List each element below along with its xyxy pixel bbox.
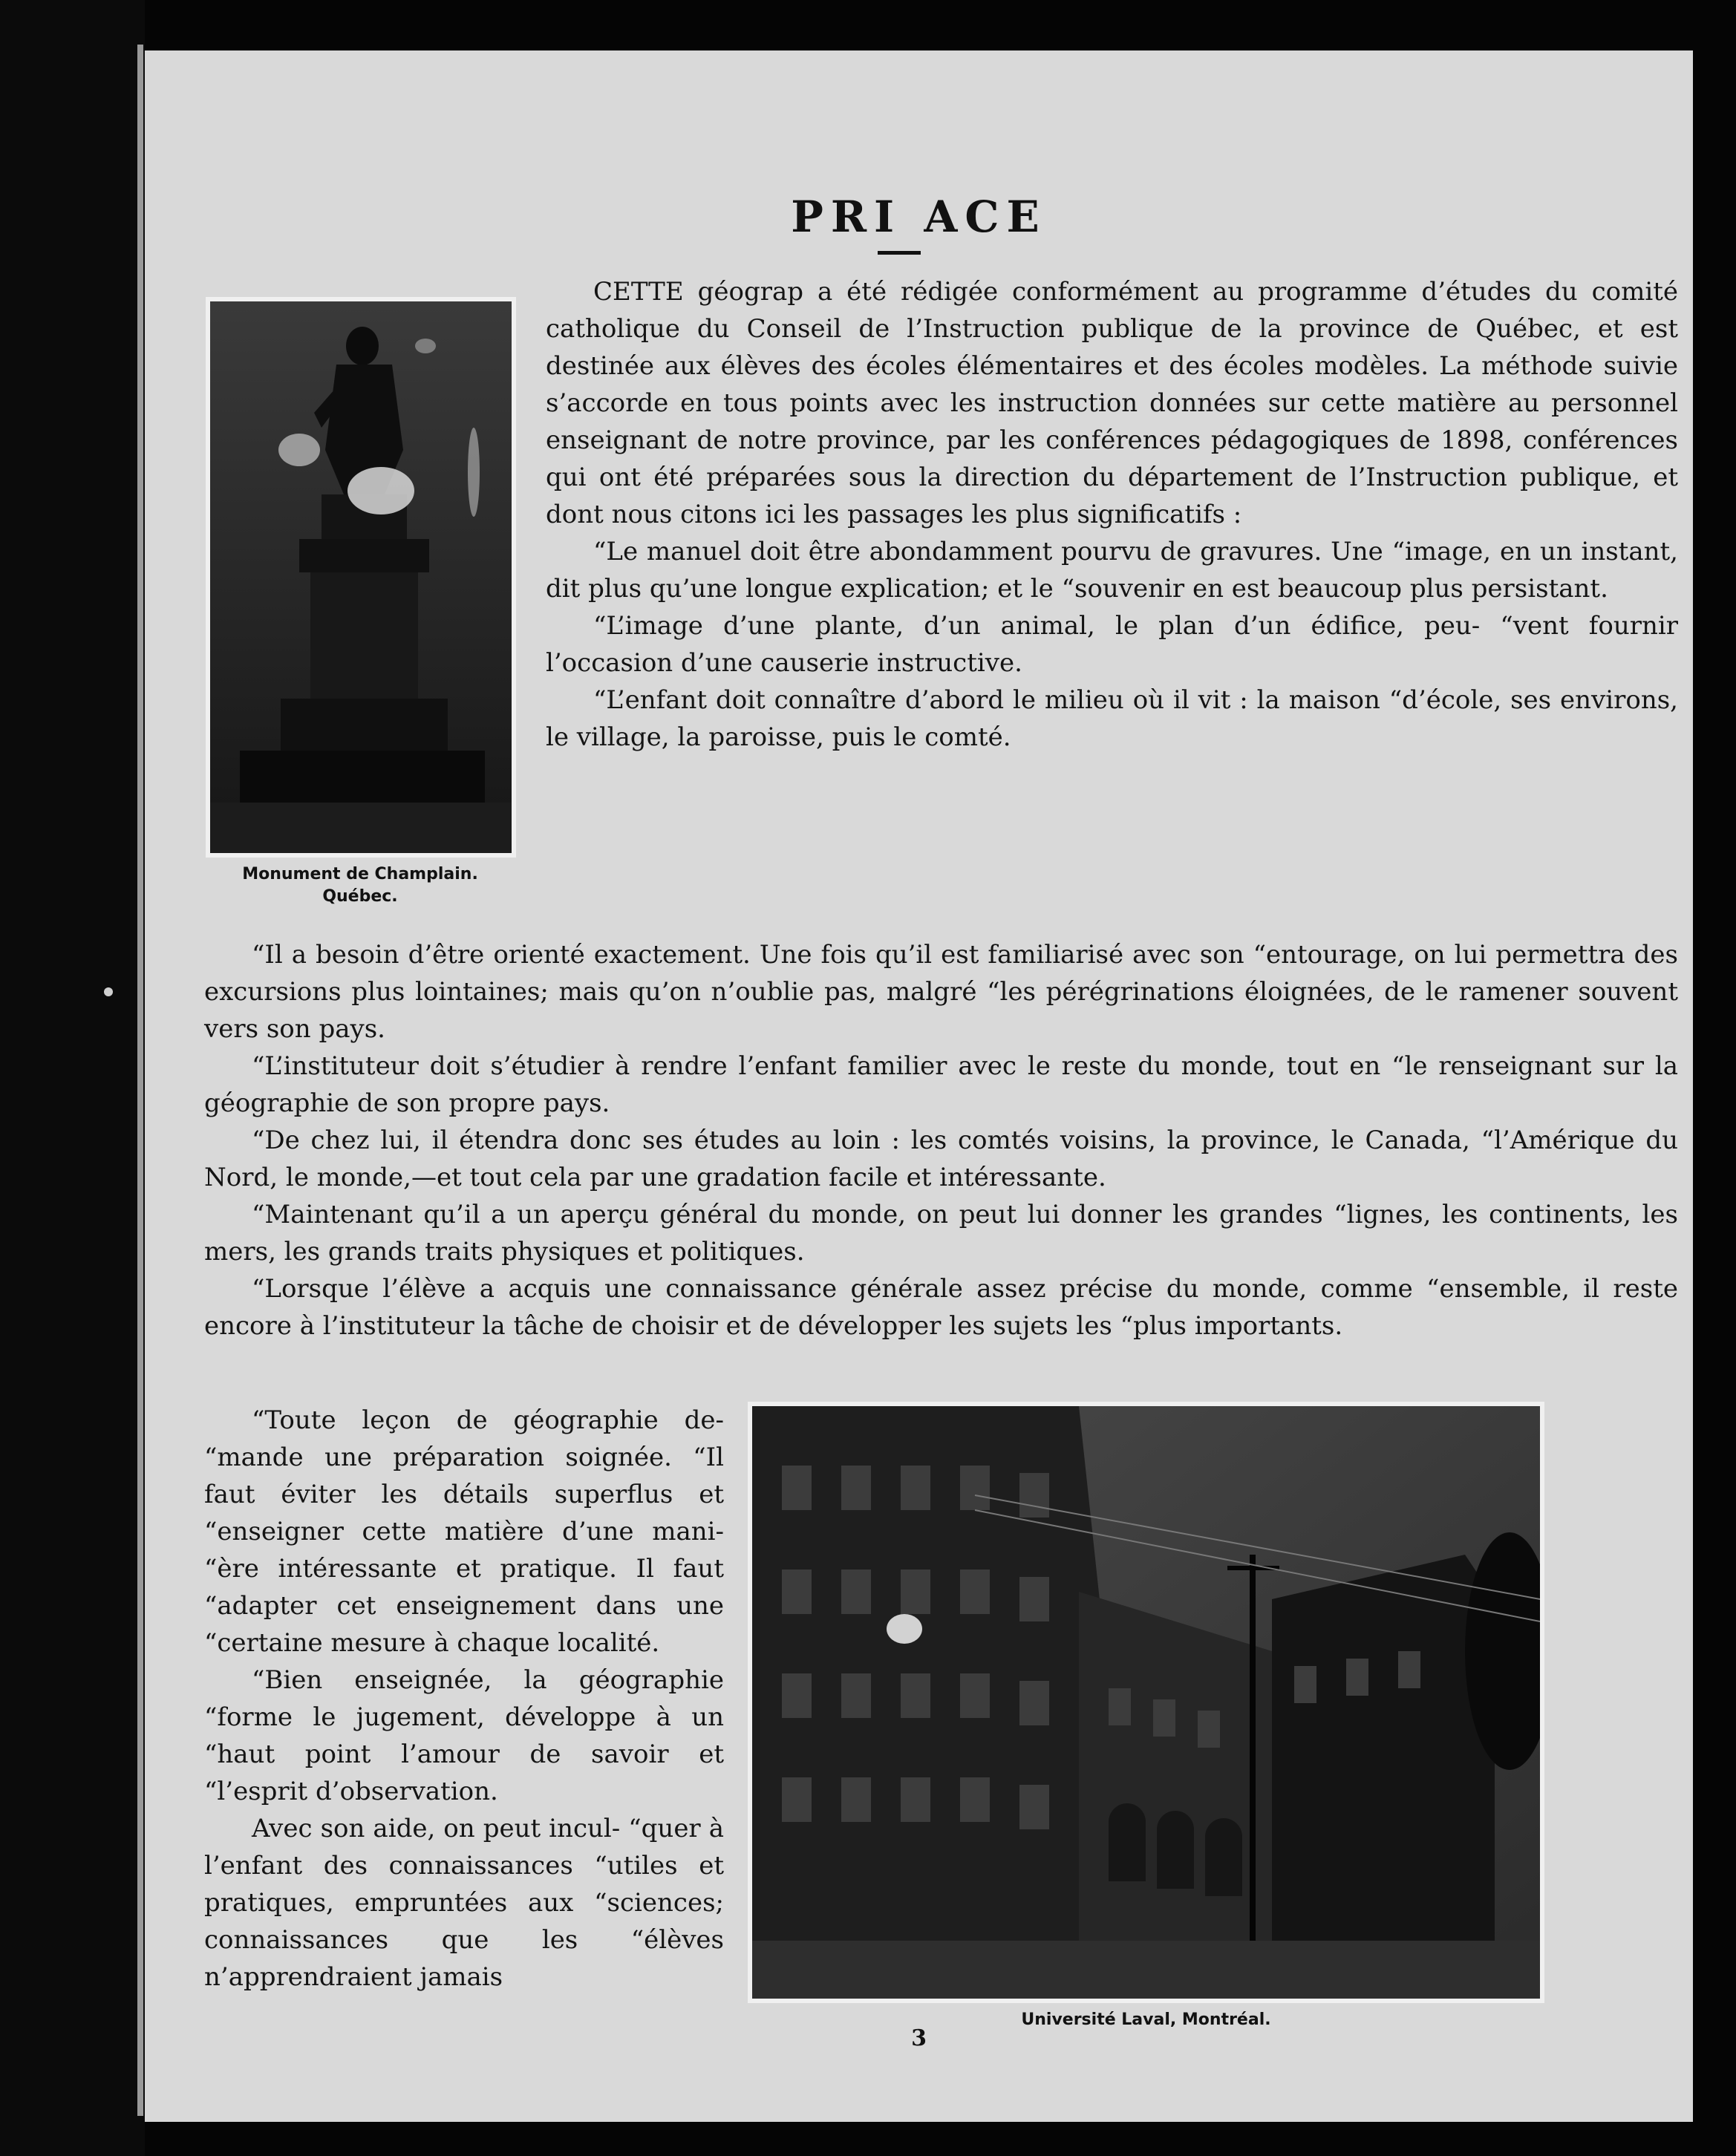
- margin-mark: [104, 987, 113, 996]
- champlain-monument-photo: [206, 297, 516, 858]
- intro-paragraph: CETTE géograp a été rédigée conformément au programme d’études du comité catholique du Conseil de l’Instruction publique de la province de Québec, et est destinée aux élèves des écoles élémentaires et des écoles modèles. La méthode suivie s’accorde en tous points avec les instruction données sur cette matière au personnel enseignant de notre province, par les conférences pédagogiques de 1898, conférences qui ont été préparées sous la direction du département de l’Instruction publique, et dont nous citons ici les passages les plus significatifs :: [546, 277, 1678, 529]
- quote-paragraph: “Le manuel doit être abondamment pourvu de gravures. Une “image, en un instant, dit plus qu’une longue explication; et le “souvenir en est beaucoup plus persistant.: [546, 537, 1678, 604]
- page-title: PRI ACE: [791, 192, 1047, 242]
- quote-paragraph: “Toute leçon de géographie de- “mande une préparation soignée. “Il faut éviter les détails superflus et “enseigner cette matière d’une mani- “ère intéressante et pratique. Il faut “adapter cet enseignement dans une “certaine mesure à chaque localité.: [204, 1405, 724, 1658]
- champlain-caption-line1: Monument de Champlain.: [242, 865, 478, 883]
- quote-paragraph: Avec son aide, on peut incul- “quer à l’enfant des connaissances “utiles et pratiques, empruntées aux “sciences; connaissances que les “élèves n’apprendraient jamais: [204, 1814, 724, 1992]
- bottom-left-text-block: [204, 1402, 724, 1996]
- page-number: 3: [911, 2025, 927, 2051]
- scanned-page: [145, 50, 1693, 2122]
- champlain-monument-image: [210, 301, 512, 853]
- title-underline: [878, 251, 921, 255]
- champlain-caption-line2: Québec.: [322, 887, 398, 906]
- universite-laval-image: [752, 1406, 1540, 1999]
- intro-text-block: [546, 273, 1678, 756]
- quote-paragraph: “Il a besoin d’être orienté exactement. Une fois qu’il est familiarisé avec son “entourage, on lui permettra des excursions plus lointaines; mais qu’on n’oublie pas, malgré “les pérégrinations éloignées, de le ramener souvent vers son pays.: [204, 940, 1678, 1044]
- binding-edge: [0, 0, 145, 2156]
- page-edge-rule: [137, 45, 143, 2116]
- quote-paragraph: “De chez lui, il étendra donc ses études au loin : les comtés voisins, la province, le Canada, “l’Amérique du Nord, le monde,—et tout cela par une gradation facile et intéressante.: [204, 1126, 1678, 1192]
- quote-paragraph: “Bien enseignée, la géographie “forme le jugement, développe à un “haut point l’amour de savoir et “l’esprit d’observation.: [204, 1665, 724, 1806]
- quote-paragraph: “Maintenant qu’il a un aperçu général du monde, on peut lui donner les grandes “lignes, les continents, les mers, les grands traits physiques et politiques.: [204, 1200, 1678, 1267]
- champlain-caption: [189, 863, 531, 908]
- quote-paragraph: “Lorsque l’élève a acquis une connaissance générale assez précise du monde, comme “ensemble, il reste encore à l’instituteur la tâche de choisir et de développer les sujets les “plus importants.: [204, 1274, 1678, 1341]
- full-width-text-block: [204, 936, 1678, 1345]
- quote-paragraph: “L’instituteur doit s’étudier à rendre l’enfant familier avec le reste du monde, tout en “le renseignant sur la géographie de son propre pays.: [204, 1051, 1678, 1118]
- quote-paragraph: “L’enfant doit connaître d’abord le milieu où il vit : la maison “d’école, ses environs, le village, la paroisse, puis le comté.: [546, 685, 1678, 752]
- universite-laval-photo: [748, 1402, 1544, 2003]
- universite-laval-caption: Université Laval, Montréal.: [1021, 2010, 1271, 2029]
- quote-paragraph: “L’image d’une plante, d’un animal, le plan d’un édifice, peu- “vent fournir l’occasion d’une causerie instructive.: [546, 611, 1678, 678]
